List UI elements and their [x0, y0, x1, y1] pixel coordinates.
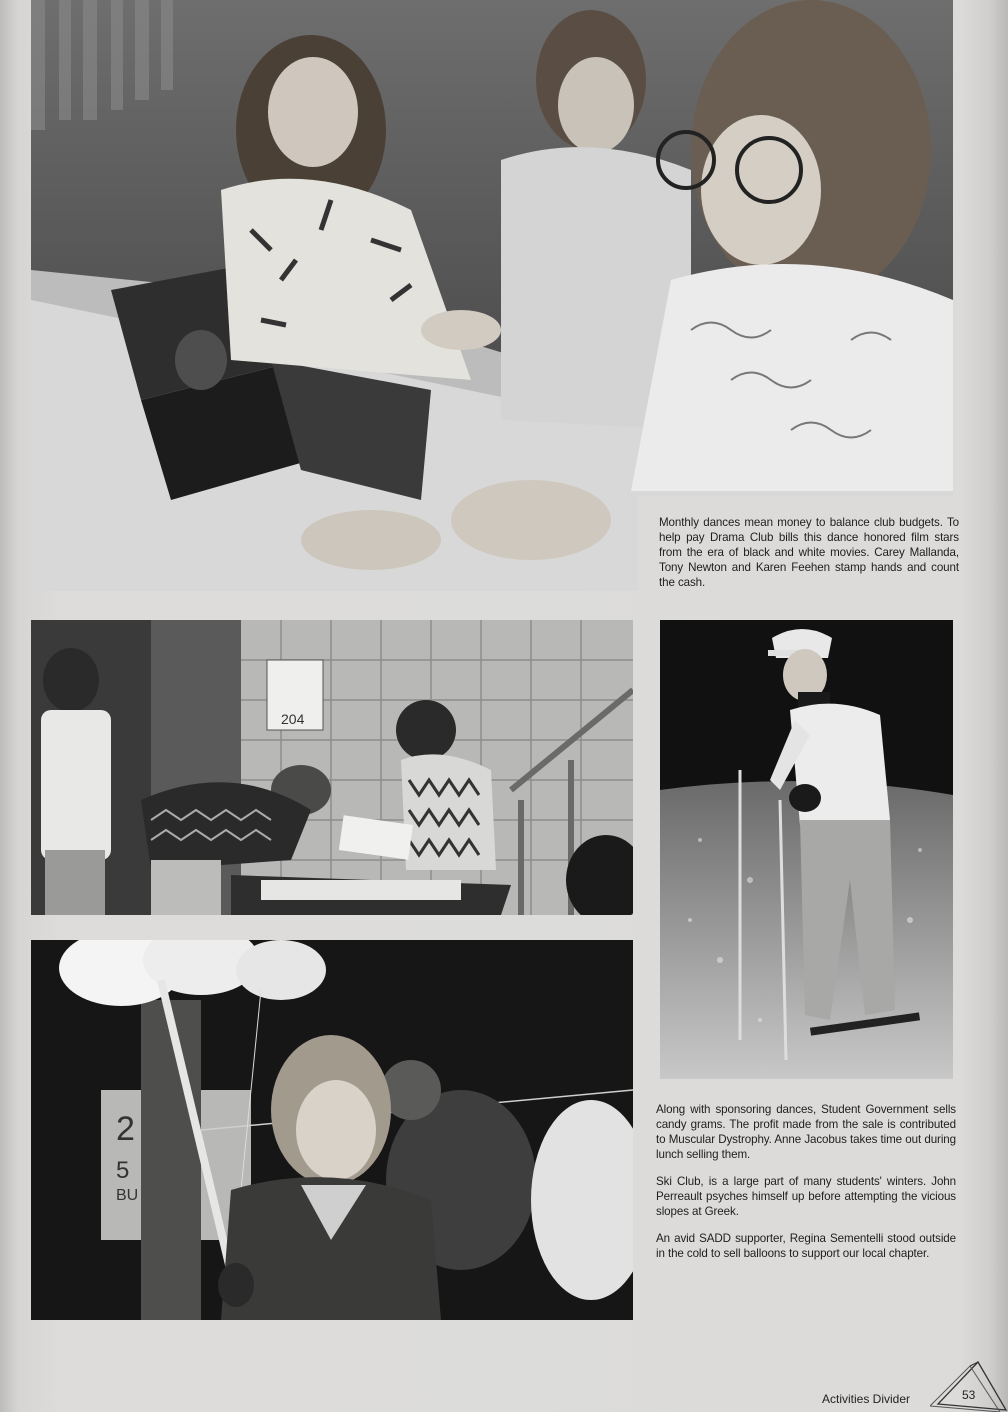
caption-dance-text: Monthly dances mean money to balance club budgets. To help pay Drama Club bills this dance honored film stars from the era of black and white movies. Carey Mallanda, Tony Newton and Karen Feehen stamp hands and count the cash. [659, 516, 959, 589]
page-number: 53 [962, 1388, 976, 1402]
banner-text-c: BU [116, 1187, 139, 1204]
banner-text-a: 2 [116, 1110, 135, 1148]
caption-candy-text: Along with sponsoring dances, Student Government sells candy grams. The profit made from the sale is contributed to Muscular Dystrophy. Anne Jacobus takes time out during lunch selling them. [656, 1103, 956, 1161]
photo-ski-club [660, 620, 953, 1079]
photo-sadd-balloons [31, 940, 633, 1320]
caption-ski-text: Ski Club, is a large part of many students' winters. John Perreault psyches himself up before attempting the vicious slopes at Greek. [656, 1175, 956, 1218]
photo-candy-grams [31, 620, 633, 915]
triangle-logo-icon [930, 1356, 1008, 1412]
room-number-text: 204 [281, 711, 305, 727]
caption-sadd-text: An avid SADD supporter, Regina Sementelli stood outside in the cold to sell balloons to support our local chapter. [656, 1232, 956, 1260]
banner-text-b: 5 [116, 1157, 130, 1184]
caption-dance [659, 515, 959, 602]
caption-column-right [656, 1102, 956, 1273]
section-label: Activities Divider [822, 1392, 911, 1406]
